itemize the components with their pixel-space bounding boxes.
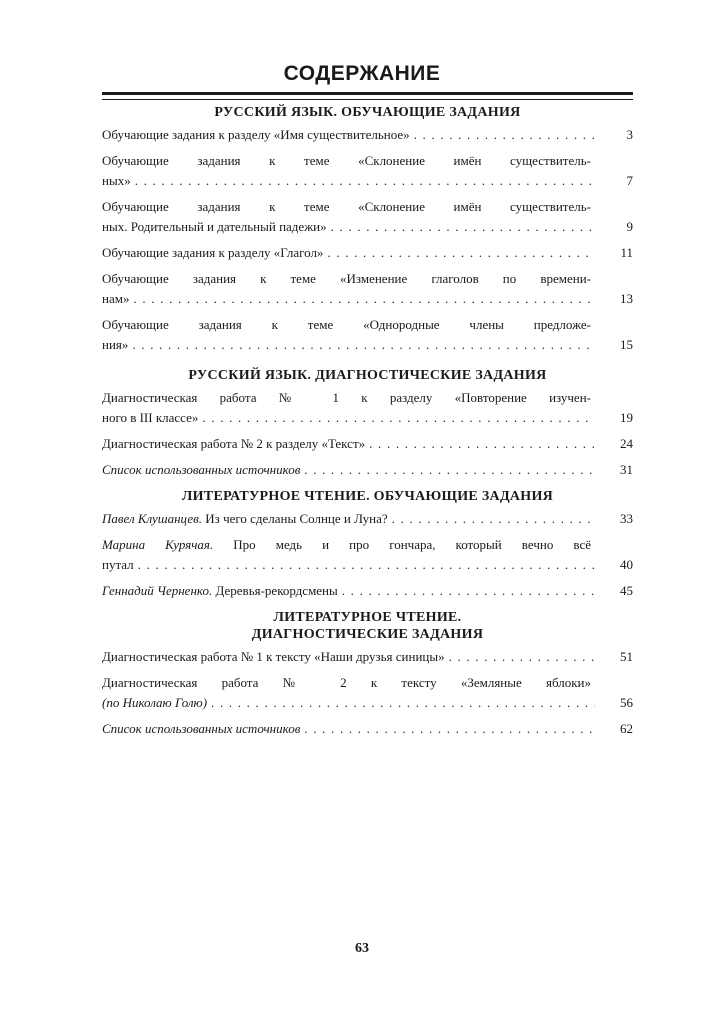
- section-title-line: ДИАГНОСТИЧЕСКИЕ ЗАДАНИЯ: [251, 627, 484, 642]
- entry-line: [102, 197, 633, 217]
- section-title: [102, 367, 633, 384]
- entry-text: ного в III классе»: [102, 410, 199, 425]
- entry-line-last: [102, 581, 633, 601]
- entry-text: Диагностическая работа № 1 к тексту «Наши друзья синицы»: [102, 649, 445, 664]
- section-title-line: ЛИТЕРАТУРНОЕ ЧТЕНИЕ.: [273, 610, 462, 625]
- section-title: [102, 488, 633, 505]
- entry-text: Диагностическая работа № 2 к разделу «Текст»: [102, 436, 366, 451]
- entry-page-number: 7: [626, 173, 633, 188]
- entry-line-last: [102, 408, 633, 428]
- toc-section: [102, 367, 633, 480]
- entry-page-number: 13: [620, 291, 633, 306]
- toc-entry[interactable]: [102, 647, 633, 667]
- entry-text: Обучающие задания к теме «Изменение глаголов по времени-: [102, 271, 591, 286]
- dot-leader: [202, 408, 595, 428]
- toc-entry[interactable]: [102, 388, 633, 428]
- toc-section: [102, 488, 633, 601]
- entry-line-last: [102, 171, 633, 191]
- entry-text-wrap: [102, 171, 131, 191]
- entry-page-number: 11: [620, 245, 633, 260]
- toc-entry[interactable]: [102, 243, 633, 263]
- entry-text: ных»: [102, 173, 131, 188]
- entry-text: ния»: [102, 337, 129, 352]
- entry-page-number: 56: [620, 695, 633, 710]
- dot-leader: [449, 647, 595, 667]
- entry-line-last: [102, 434, 633, 454]
- entry-line-last: [102, 647, 633, 667]
- toc-section: [102, 104, 633, 355]
- dot-leader: [138, 555, 595, 575]
- dot-leader: [211, 693, 595, 713]
- entry-text: нам»: [102, 291, 130, 306]
- entry-page-number: 24: [620, 436, 633, 451]
- entry-text-wrap: [102, 509, 388, 529]
- entry-text-wrap: [102, 125, 410, 145]
- toc-entry[interactable]: [102, 535, 633, 575]
- section-title-line: ЛИТЕРАТУРНОЕ ЧТЕНИЕ. ОБУЧАЮЩИЕ ЗАДАНИЯ: [181, 489, 554, 504]
- entry-line: [102, 388, 633, 408]
- entry-text: ных. Родительный и дательный падежи»: [102, 219, 327, 234]
- page-title: СОДЕРЖАНИЕ: [283, 62, 441, 85]
- entry-line-last: [102, 719, 633, 739]
- toc-entry[interactable]: [102, 719, 633, 739]
- entry-line-last: [102, 243, 633, 263]
- entry-line: [102, 151, 633, 171]
- entry-line-last: [102, 509, 633, 529]
- section-title-line: РУССКИЙ ЯЗЫК. ОБУЧАЮЩИЕ ЗАДАНИЯ: [214, 105, 521, 120]
- section-title-line: РУССКИЙ ЯЗЫК. ДИАГНОСТИЧЕСКИЕ ЗАДАНИЯ: [188, 368, 547, 383]
- entry-text: Деревья-рекордсмены: [215, 583, 338, 598]
- entry-text-wrap: [102, 289, 129, 309]
- page-number: 63: [355, 941, 369, 956]
- entry-author: Геннадий Черненко.: [102, 583, 216, 598]
- toc-entry[interactable]: [102, 434, 633, 454]
- entry-text: Обучающие задания к теме «Однородные члены предложе-: [102, 317, 591, 332]
- dot-leader: [135, 171, 595, 191]
- table-of-contents: [102, 104, 633, 745]
- toc-entry[interactable]: [102, 197, 633, 237]
- entry-line-last: [102, 125, 633, 145]
- entry-text-wrap: [102, 408, 198, 428]
- entry-page-number: 15: [620, 337, 633, 352]
- entry-line-last: [102, 693, 633, 713]
- toc-entry[interactable]: [102, 151, 633, 191]
- entry-line: [102, 315, 633, 335]
- entry-text-wrap: [102, 693, 207, 713]
- entry-text: Диагностическая работа № 2 к тексту «Земляные яблоки»: [102, 675, 591, 690]
- entry-line-last: [102, 289, 633, 309]
- dot-leader: [414, 125, 595, 145]
- dot-leader: [304, 719, 595, 739]
- toc-entry[interactable]: [102, 125, 633, 145]
- entry-text-wrap: [102, 460, 300, 480]
- entry-page-number: 62: [620, 721, 633, 736]
- dot-leader: [327, 243, 595, 263]
- dot-leader: [304, 460, 595, 480]
- toc-entry[interactable]: [102, 460, 633, 480]
- entry-author: Павел Клушанцев.: [102, 511, 206, 526]
- entry-text: Обучающие задания к разделу «Имя существительное»: [102, 127, 410, 142]
- title-rule: [102, 92, 633, 100]
- entry-line: [102, 535, 633, 555]
- entry-text: Диагностическая работа № 1 к разделу «Повторение изучен-: [102, 390, 591, 405]
- entry-text: Про медь и про гончара, который вечно всё: [233, 537, 591, 552]
- entry-line: [102, 673, 633, 693]
- entry-text-wrap: [102, 243, 323, 263]
- dot-leader: [133, 289, 595, 309]
- toc-entry[interactable]: [102, 509, 633, 529]
- entry-text: Список использованных источников: [102, 462, 301, 477]
- toc-entry[interactable]: [102, 315, 633, 355]
- entry-page-number: 51: [620, 649, 633, 664]
- entry-text-wrap: [102, 335, 128, 355]
- entry-text: Обучающие задания к теме «Склонение имён существитель-: [102, 199, 591, 214]
- entry-line-last: [102, 555, 633, 575]
- entry-page-number: 19: [620, 410, 633, 425]
- entry-text-wrap: [102, 647, 445, 667]
- entry-line: [102, 269, 633, 289]
- entry-text: (по Николаю Голю): [102, 695, 208, 710]
- toc-entry[interactable]: [102, 673, 633, 713]
- entry-text: Обучающие задания к теме «Склонение имён существитель-: [102, 153, 591, 168]
- entry-page-number: 9: [626, 219, 633, 234]
- entry-page-number: 45: [620, 583, 633, 598]
- dot-leader: [392, 509, 595, 529]
- entry-page-number: 40: [620, 557, 633, 572]
- section-title: [102, 104, 633, 121]
- dot-leader: [132, 335, 595, 355]
- entry-page-number: 31: [620, 462, 633, 477]
- entry-text: Из чего сделаны Солнце и Луна?: [205, 511, 388, 526]
- dot-leader: [369, 434, 595, 454]
- entry-text-wrap: [102, 217, 327, 237]
- entry-text-wrap: [102, 434, 365, 454]
- entry-text-wrap: [102, 719, 300, 739]
- toc-entry[interactable]: [102, 269, 633, 309]
- entry-author: Марина Курячая.: [102, 537, 234, 552]
- dot-leader: [331, 217, 595, 237]
- entry-text: Обучающие задания к разделу «Глагол»: [102, 245, 324, 260]
- entry-text: путал: [102, 557, 134, 572]
- entry-page-number: 33: [620, 511, 633, 526]
- entry-text: Список использованных источников: [102, 721, 301, 736]
- entry-text-wrap: [102, 581, 338, 601]
- toc-section: [102, 609, 633, 739]
- section-title: [102, 609, 633, 643]
- entry-line-last: [102, 217, 633, 237]
- entry-line-last: [102, 335, 633, 355]
- toc-entry[interactable]: [102, 581, 633, 601]
- entry-page-number: 3: [626, 127, 633, 142]
- entry-line-last: [102, 460, 633, 480]
- dot-leader: [342, 581, 595, 601]
- entry-text-wrap: [102, 555, 134, 575]
